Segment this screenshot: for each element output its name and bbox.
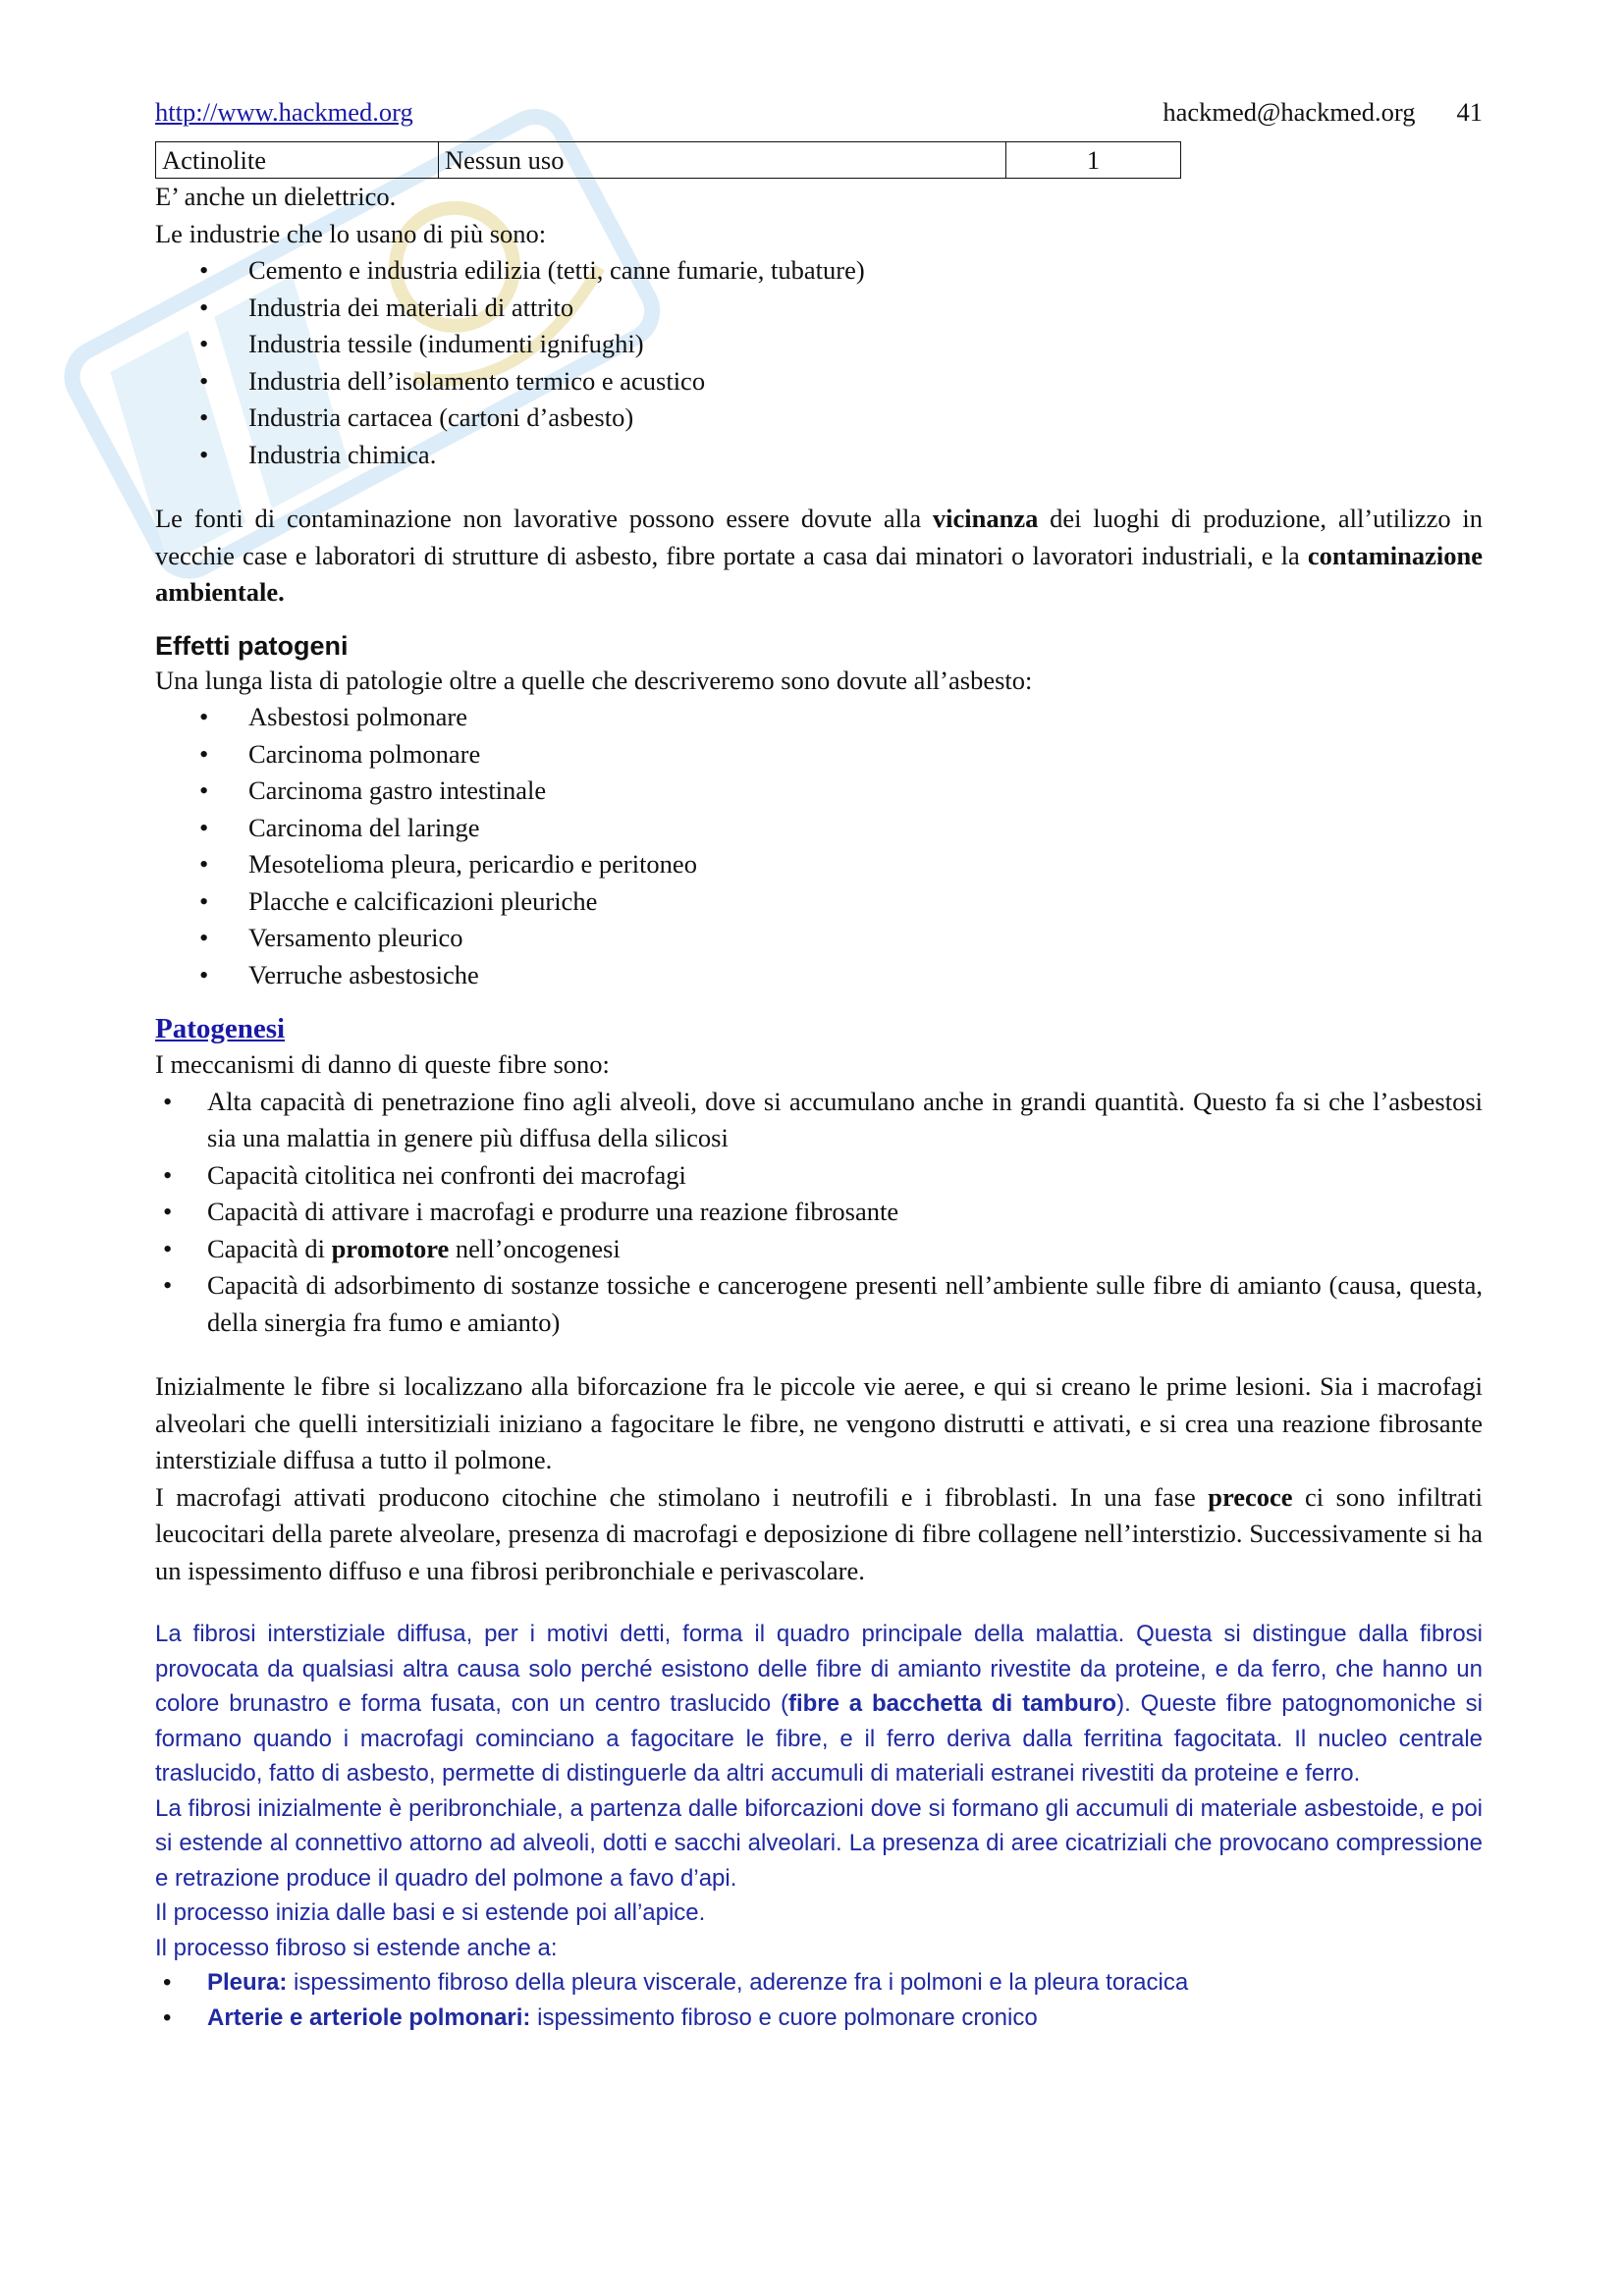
mineral-table	[155, 141, 1181, 179]
list-item: • Mesotelioma pleura, pericardio e peritoneo	[248, 846, 1483, 883]
effetti-heading: Effetti patogeni	[155, 630, 349, 661]
para-bold: precoce	[1208, 1481, 1293, 1512]
fonti-bold-1: vicinanza	[932, 504, 1039, 533]
table-row	[156, 142, 1181, 179]
header-email: hackmed@hackmed.org	[1163, 97, 1416, 127]
fibrosi-list	[155, 1965, 1483, 2035]
effetti-intro: Una lunga lista di patologie oltre a quelle che descriveremo sono dovute all’asbesto:	[155, 665, 1033, 695]
item-text: ispessimento fibroso e cuore polmonare cronico	[530, 2003, 1038, 2031]
item-text: nell’oncogenesi	[449, 1233, 621, 1263]
list-item: • Verruche asbestosiche	[248, 957, 1483, 994]
fibrosi-paragraph-3: Il processo inizia dalle basi e si estende poi all’apice.	[155, 1899, 706, 1926]
dielectric-line: E’ anche un dielettrico.	[155, 182, 397, 211]
fibrosi-paragraph-2: La fibrosi inizialmente è peribronchiale, a partenza dalle biforcazioni dove si formano gli accumuli di materiale asbestoide, e poi si estende al connettivo attorno ad alveoli, dotti e sacchi alveolari. La presenza di aree cicatriziali che provocano compressione e retrazione produce il quadro del polmone a favo d’api.	[155, 1794, 1483, 1892]
fonti-text-1: Le fonti di contaminazione non lavorative possono essere dovute alla	[155, 504, 933, 533]
fonti-bold-2: contaminazione ambientale.	[155, 540, 1483, 607]
list-item: • Carcinoma gastro intestinale	[248, 773, 1483, 810]
list-item: • Alta capacità di penetrazione fino agli alveoli, dove si accumulano anche in grandi quantità. Questo fa si che l’asbestosi sia una malattia in genere più diffusa della silicosi	[207, 1084, 1483, 1157]
list-item: • Asbestosi polmonare	[248, 699, 1483, 736]
list-item	[207, 1231, 1483, 1268]
fibrosi-section	[155, 1617, 1483, 2035]
patogenesi-intro: I meccanismi di danno di queste fibre sono:	[155, 1049, 610, 1079]
fibrosi-paragraph-4: Il processo fibroso si estende anche a:	[155, 1934, 558, 1961]
patogenesi-heading[interactable]: Patogenesi	[155, 1013, 286, 1044]
item-bold: promotore	[331, 1233, 450, 1263]
table-cell-mineral: Actinolite	[156, 142, 439, 179]
list-item: • Industria cartacea (cartoni d’asbesto)	[248, 400, 1483, 437]
fonti-paragraph	[155, 501, 1483, 612]
item-bold: Pleura:	[207, 1969, 288, 1996]
list-item: • Capacità di attivare i macrofagi e produrre una reazione fibrosante	[207, 1194, 1483, 1231]
fibrosi-bold: fibre a bacchetta di tamburo	[787, 1690, 1117, 1717]
list-item: • Carcinoma del laringe	[248, 810, 1483, 847]
document-page	[155, 94, 1483, 2035]
para-text: ci sono infiltrati leucocitari della parete alveolare, presenza di macrofagi e deposizione di fibre collagene nell’interstizio. Successivamente si ha un ispessimento diffuso e una fibrosi peribronchiale e perivascolare.	[155, 1481, 1483, 1585]
list-item: • Industria dei materiali di attrito	[248, 290, 1483, 327]
para-text: I macrofagi attivati producono citochine che stimolano i neutrofili e i fibroblasti. In una fase	[155, 1481, 1209, 1512]
table-cell-value: 1	[1006, 142, 1181, 179]
industries-intro: Le industrie che lo usano di più sono:	[155, 218, 547, 248]
list-item: • Capacità citolitica nei confronti dei macrofagi	[207, 1157, 1483, 1195]
site-link[interactable]: http://www.hackmed.org	[155, 97, 413, 127]
fibrosi-text: La fibrosi interstiziale diffusa, per i motivi detti, forma il quadro principale della malattia. Questa si distingue dalla fibrosi provocata da qualsiasi altra causa solo perché esistono delle fibre di amianto rivestite da proteine, e da ferro, che hanno un colore brunastro e forma fusata, con un centro traslucido (	[155, 1621, 1483, 1717]
mechanisms-list	[155, 1084, 1483, 1342]
list-item: • Carcinoma polmonare	[248, 736, 1483, 774]
page-header	[155, 94, 1483, 141]
fibrosi-paragraph-1	[155, 1617, 1483, 1791]
list-item: • Industria chimica.	[248, 437, 1483, 474]
fonti-text-2: dei luoghi di produzione, all’utilizzo in vecchie case e laboratori di strutture di asbesto, fibre portate a casa dai minatori o lavoratori industriali, e la	[155, 504, 1483, 570]
list-item: • Capacità di adsorbimento di sostanze tossiche e cancerogene presenti nell’ambiente sulle fibre di amianto (causa, questa, della sinergia fra fumo e amianto)	[207, 1267, 1483, 1341]
list-item	[207, 2001, 1483, 2036]
industries-list	[155, 252, 1483, 473]
list-item	[207, 1965, 1483, 2001]
patogenesi-paragraph-2	[155, 1479, 1483, 1590]
item-text: ispessimento fibroso della pleura viscerale, aderenze fra i polmoni e la pleura toracica	[287, 1969, 1189, 1996]
fibrosi-text: ). Queste fibre patognomoniche si formano quando i macrofagi cominciano a fagocitare le fibre, e il ferro deriva dalla ferritina fagocitata. Il nucleo centrale traslucido, fatto di asbesto, permette di distinguerle da altri accumuli di materiali estranei rivestiti da proteine e ferro.	[155, 1690, 1484, 1787]
header-right	[1163, 94, 1483, 141]
item-bold: Arterie e arteriole polmonari:	[207, 2003, 531, 2031]
list-item: • Versamento pleurico	[248, 920, 1483, 957]
list-item: • Placche e calcificazioni pleuriche	[248, 883, 1483, 921]
list-item: • Industria tessile (indumenti ignifughi)	[248, 326, 1483, 363]
list-item: • Industria dell’isolamento termico e acustico	[248, 363, 1483, 400]
effetti-list	[155, 699, 1483, 993]
page-number: 41	[1456, 97, 1483, 127]
list-item: • Cemento e industria edilizia (tetti, canne fumarie, tubature)	[248, 252, 1483, 290]
item-text: Capacità di	[207, 1233, 332, 1263]
patogenesi-paragraph-1: Inizialmente le fibre si localizzano alla biforcazione fra le piccole vie aeree, e qui si creano le prime lesioni. Sia i macrofagi alveolari che quelli intersitiziali iniziano a fagocitare le fibre, ne vengono distrutti e attivati, e si crea una reazione fibrosante interstiziale diffusa a tutto il polmone.	[155, 1371, 1483, 1474]
table-cell-use: Nessun uso	[439, 142, 1006, 179]
